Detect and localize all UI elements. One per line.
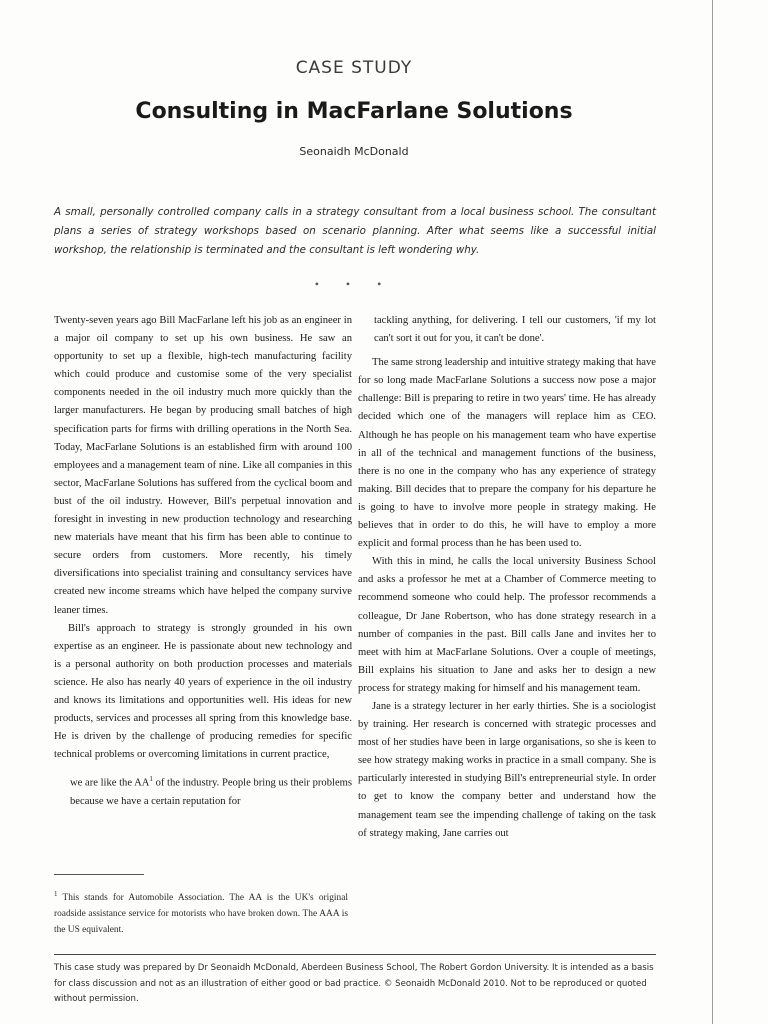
block-quote-continued: tackling anything, for delivering. I tell our customers, 'if my lot can't sort it out for you, it can't be done'. [374, 315, 656, 345]
block-quote [54, 770, 352, 811]
author-name: Seonaidh McDonald [299, 145, 409, 158]
abstract: A small, personally controlled company calls in a strategy consultant from a local business school. The consultant plans a series of strategy workshops based on scenario planning. After what seems like a successful initial workshop, the relationship is terminated and the consultant is left wondering why. [54, 206, 656, 256]
footnote [54, 886, 348, 938]
paragraph: Twenty-seven years ago Bill MacFarlane left his job as an engineer in a major oil company to set up his own business. He saw an opportunity to set up a flexible, high-tech manufacturing facility which could produce and customise some of the very specialist components needed in the oil industry much more quickly than the larger manufacturers. He began by producing small batches of high specification parts for firms with drilling operations in the North Sea. Today, MacFarlane Solutions is an established firm with around 100 employees and a management team of nine. Like all companies in this sector, MacFarlane Solutions has suffered from the cyclical boom and bust of the oil industry. However, Bill's perpetual innovation and foresight in investing in new production technology and researching new materials have meant that his firm has been able to continue to secure orders from customers. More recently, his timely diversifications into specialist training and consultancy services have created new income streams which have helped the company survive leaner times. [54, 315, 352, 616]
body-column-left [54, 312, 352, 811]
footer-divider [54, 954, 656, 955]
footnote-marker: 1 [54, 890, 58, 898]
quote-text: of the industry. People bring us their problems because we have a certain reputation for [70, 777, 353, 807]
section-kicker: CASE STUDY [295, 58, 413, 78]
footer-note: This case study was prepared by Dr Seonaidh McDonald, Aberdeen Business School, The Robert Gordon University. It is intended as a basis for class discussion and not as an illustration of either good or bad practice. © Seonaidh McDonald 2010. Not to be reproduced or quoted without permission. [54, 963, 654, 1004]
footnote-divider [54, 874, 144, 875]
footnote-ref: 1 [149, 775, 153, 784]
paragraph: The same strong leadership and intuitive strategy making that have for so long made MacFarlane Solutions a success now pose a major challenge: Bill is preparing to retire in two years' time. He has already decided which one of the managers will replace him as CEO. Although he has people on his management team who have expertise in all of the technical and management functions of the business, there is no one in the company who has any experience of strategy making. Bill decides that to prepare the company for his departure he is going to have to involve more people in strategy making. He believes that in order to do this, he will have to employ a more explicit and formal process than he has been used to. [358, 357, 656, 550]
page-edge-line [712, 0, 713, 1024]
footnote-text: This stands for Automobile Association. The AA is the UK's original roadside assistance service for motorists who have broken down. The AAA is the US equivalent. [54, 893, 348, 936]
quote-text: we are like the AA [70, 777, 150, 789]
paragraph: With this in mind, he calls the local university Business School and asks a professor he met at a Chamber of Commerce meeting to recommend someone who could help. The professor recommends a colleague, Dr Jane Robertson, who has done strategy research in a number of companies in the past. Bill calls Jane and invites her to meet with him at MacFarlane Solutions. Over a couple of meetings, Bill explains his situation to Jane and asks her to design a new process for strategy making for himself and his management team. [358, 556, 656, 694]
paragraph: Jane is a strategy lecturer in her early thirties. She is a sociologist by training. Her research is concerned with strategic processes and most of her studies have been in large organisations, so she is keen to see how strategy making works in practice in a small company. She is particularly interested in studying Bill's entrepreneurial style. In order to get to know the company better and understand how the management team see the impending challenge of taking on the task of strategy making, Jane carries out [358, 700, 656, 839]
paragraph: Bill's approach to strategy is strongly grounded in his own expertise as an engineer. He is passionate about new technology and is a personal authority on both production processes and materials science. He also has nearly 40 years of experience in the oil industry and knows its limitations and opportunities well. His ideas for new products, services and processes all spring from this knowledge base. He is driven by the challenge of producing remedies for specific technical problems or overcoming limitations in current practice, [54, 622, 352, 761]
body-column-right [358, 312, 656, 843]
section-separator: • • • [314, 277, 394, 291]
article-title: Consulting in MacFarlane Solutions [135, 99, 573, 124]
